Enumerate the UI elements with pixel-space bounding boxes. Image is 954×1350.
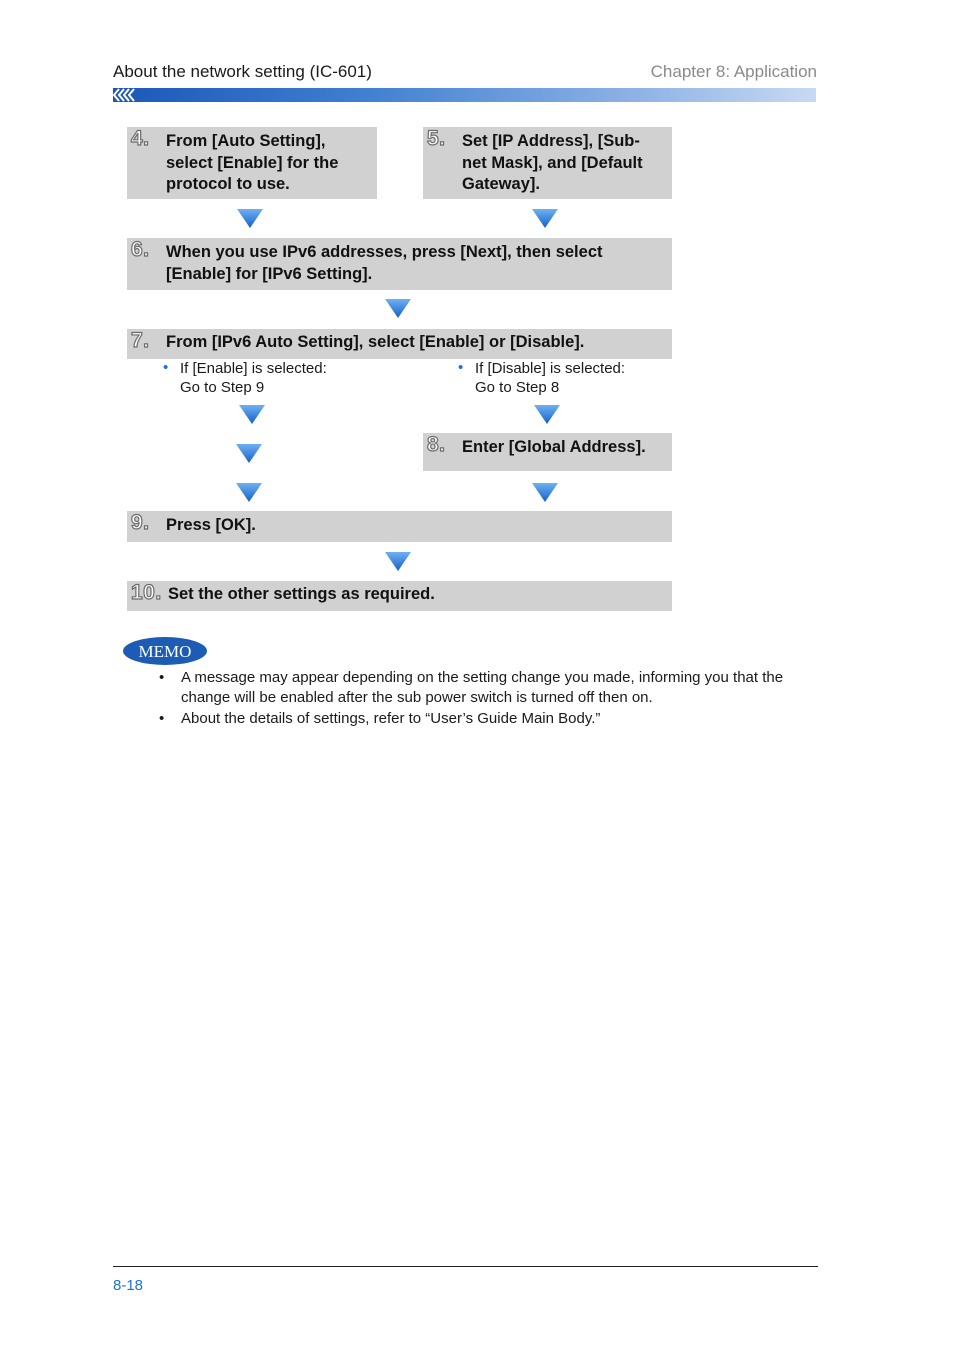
memo-badge: [122, 636, 208, 666]
step-9-text: Press [OK].: [166, 516, 256, 534]
step-9-box: [127, 511, 672, 542]
down-arrow-icon: [237, 209, 263, 228]
step-4-number: 4.: [131, 127, 150, 150]
branch-enable-goto: Go to Step 9: [180, 379, 265, 396]
header-gradient-bar: [113, 88, 816, 102]
step-8-number: 8.: [427, 433, 446, 456]
step-10-number: 10.: [131, 581, 162, 604]
chevrons-icon: [112, 88, 136, 102]
down-arrow-icon: [385, 299, 411, 318]
step-10-text: Set the other settings as required.: [168, 585, 435, 603]
memo-item: [159, 709, 819, 729]
chapter-title: Chapter 8: Application: [650, 62, 817, 81]
step-6-number: 6.: [131, 238, 150, 261]
step-9-number: 9.: [131, 511, 150, 534]
step-10-box: [127, 581, 672, 611]
memo-list: [159, 668, 819, 730]
memo-badge-label: MEMO: [138, 642, 192, 661]
memo-item: [159, 668, 819, 708]
branch-enable: [163, 359, 383, 399]
page-number: 8-18: [113, 1277, 144, 1294]
step-7-number: 7.: [131, 329, 150, 352]
bullet-icon: •: [163, 359, 169, 376]
step-5-box: [423, 127, 672, 199]
bullet-icon: •: [159, 710, 165, 727]
section-title: About the network setting (IC-601): [113, 62, 372, 81]
down-arrow-icon: [532, 209, 558, 228]
bullet-icon: •: [458, 359, 464, 376]
down-arrow-icon: [532, 483, 558, 502]
footer-rule: [113, 1266, 818, 1267]
bullet-icon: •: [159, 669, 165, 686]
step-6-box: [127, 238, 672, 290]
branch-disable: [458, 359, 678, 399]
step-7-text: From [IPv6 Auto Setting], select [Enable] or [Disable].: [166, 333, 585, 351]
step-5-text: Set [IP Address], [Sub-net Mask], and [Default Gateway].: [462, 132, 643, 193]
branch-disable-condition: If [Disable] is selected:: [475, 360, 626, 377]
step-8-box: [423, 433, 672, 471]
down-arrow-icon: [385, 552, 411, 571]
branch-enable-condition: If [Enable] is selected:: [180, 360, 327, 377]
down-arrow-icon: [534, 405, 560, 424]
memo-item-text: About the details of settings, refer to “User’s Guide Main Body.”: [181, 710, 601, 727]
step-8-text: Enter [Global Address].: [462, 438, 646, 456]
step-7-box: [127, 329, 672, 359]
down-arrow-icon: [236, 483, 262, 502]
down-arrow-icon: [236, 444, 262, 463]
step-5-number: 5.: [427, 127, 446, 150]
step-6-text: When you use IPv6 addresses, press [Next], then select [Enable] for [IPv6 Setting].: [166, 243, 603, 283]
down-arrow-icon: [239, 405, 265, 424]
step-4-text: From [Auto Setting], select [Enable] for the protocol to use.: [166, 132, 339, 193]
memo-item-text: A message may appear depending on the setting change you made, informing you that the change will be enabled after the sub power switch is turned off then on.: [181, 669, 784, 706]
step-4-box: [127, 127, 377, 199]
branch-disable-goto: Go to Step 8: [475, 379, 560, 396]
